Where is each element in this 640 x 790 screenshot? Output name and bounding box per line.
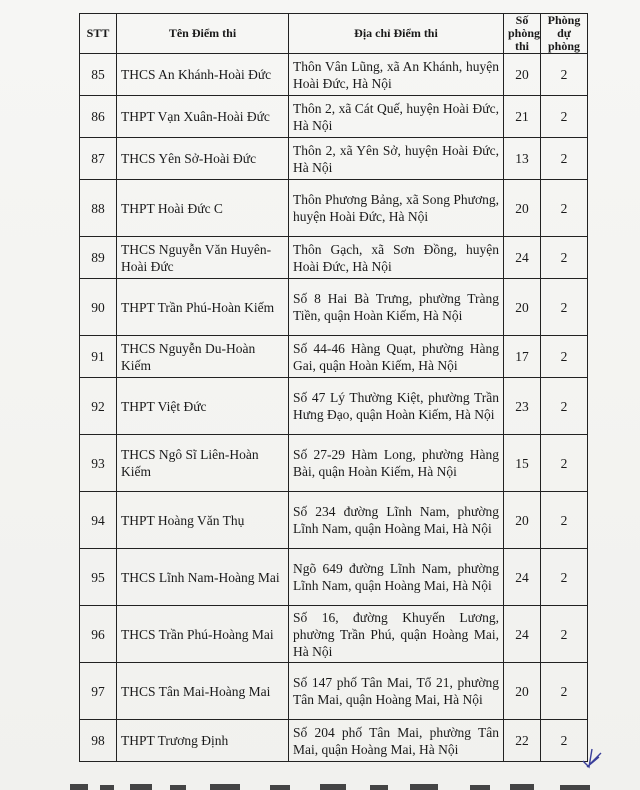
cell-spare-rooms: 2 [541, 492, 588, 549]
table-row [80, 435, 588, 492]
cell-venue-name: THCS Nguyễn Du-Hoàn Kiếm [117, 336, 289, 378]
cell-venue-address: Thôn Gạch, xã Sơn Đồng, huyện Hoài Đức, Hà Nội [289, 237, 504, 279]
cell-venue-address: Số 234 đường Lĩnh Nam, phường Lĩnh Nam, quận Hoàng Mai, Hà Nội [289, 492, 504, 549]
cell-room-count: 15 [504, 435, 541, 492]
cell-venue-name: THCS Lĩnh Nam-Hoàng Mai [117, 549, 289, 606]
cell-room-count: 21 [504, 96, 541, 138]
cell-venue-name: THCS Trần Phú-Hoàng Mai [117, 606, 289, 663]
cell-spare-rooms: 2 [541, 378, 588, 435]
table-row [80, 54, 588, 96]
cell-venue-name: THCS Tân Mai-Hoàng Mai [117, 663, 289, 720]
cell-stt: 90 [80, 279, 117, 336]
cell-venue-address: Số 16, đường Khuyến Lương, phường Trần Phú, quận Hoàng Mai, Hà Nội [289, 606, 504, 663]
cell-venue-address: Số 44-46 Hàng Quạt, phường Hàng Gai, quận Hoàn Kiếm, Hà Nội [289, 336, 504, 378]
cell-venue-address: Thôn Vân Lũng, xã An Khánh, huyện Hoài Đức, Hà Nội [289, 54, 504, 96]
cell-room-count: 23 [504, 378, 541, 435]
table-row [80, 336, 588, 378]
table-header-row [80, 14, 588, 54]
cell-venue-address: Ngõ 649 đường Lĩnh Nam, phường Lĩnh Nam, quận Hoàng Mai, Hà Nội [289, 549, 504, 606]
table-row [80, 492, 588, 549]
cell-stt: 87 [80, 138, 117, 180]
table-row [80, 279, 588, 336]
cell-venue-name: THPT Việt Đức [117, 378, 289, 435]
header-room-count: Số phòng thi [504, 14, 541, 54]
cell-room-count: 20 [504, 492, 541, 549]
cell-spare-rooms: 2 [541, 663, 588, 720]
cell-stt: 91 [80, 336, 117, 378]
cell-spare-rooms: 2 [541, 720, 588, 762]
cell-stt: 85 [80, 54, 117, 96]
cell-venue-name: THPT Hoài Đức C [117, 180, 289, 237]
cell-stt: 96 [80, 606, 117, 663]
cell-stt: 98 [80, 720, 117, 762]
cell-room-count: 20 [504, 663, 541, 720]
cell-stt: 94 [80, 492, 117, 549]
table-row [80, 180, 588, 237]
cell-venue-name: THPT Trương Định [117, 720, 289, 762]
cell-venue-name: THCS An Khánh-Hoài Đức [117, 54, 289, 96]
table-row [80, 663, 588, 720]
cell-stt: 92 [80, 378, 117, 435]
cell-room-count: 24 [504, 237, 541, 279]
cell-room-count: 13 [504, 138, 541, 180]
cell-venue-address: Thôn 2, xã Yên Sở, huyện Hoài Đức, Hà Nội [289, 138, 504, 180]
cell-spare-rooms: 2 [541, 435, 588, 492]
cell-venue-address: Số 27-29 Hàm Long, phường Hàng Bài, quận Hoàn Kiếm, Hà Nội [289, 435, 504, 492]
cell-spare-rooms: 2 [541, 336, 588, 378]
cell-spare-rooms: 2 [541, 237, 588, 279]
cell-venue-address: Thôn 2, xã Cát Quế, huyện Hoài Đức, Hà Nội [289, 96, 504, 138]
table-row [80, 237, 588, 279]
cell-spare-rooms: 2 [541, 279, 588, 336]
cell-venue-name: THCS Yên Sở-Hoài Đức [117, 138, 289, 180]
cell-venue-address: Số 147 phố Tân Mai, Tổ 21, phường Tân Mai, quận Hoàng Mai, Hà Nội [289, 663, 504, 720]
cell-spare-rooms: 2 [541, 54, 588, 96]
table-row [80, 549, 588, 606]
cell-room-count: 20 [504, 180, 541, 237]
cell-room-count: 17 [504, 336, 541, 378]
cell-stt: 93 [80, 435, 117, 492]
cell-stt: 88 [80, 180, 117, 237]
cell-venue-address: Số 204 phố Tân Mai, phường Tân Mai, quận Hoàng Mai, Hà Nội [289, 720, 504, 762]
header-venue-name: Tên Điểm thi [117, 14, 289, 54]
handwritten-check-mark [581, 743, 603, 769]
cell-spare-rooms: 2 [541, 606, 588, 663]
cell-room-count: 20 [504, 54, 541, 96]
cell-spare-rooms: 2 [541, 96, 588, 138]
header-venue-address: Địa chỉ Điểm thi [289, 14, 504, 54]
cell-stt: 97 [80, 663, 117, 720]
next-page-text-fragment [70, 782, 610, 790]
header-stt: STT [80, 14, 117, 54]
cell-venue-name: THPT Vạn Xuân-Hoài Đức [117, 96, 289, 138]
cell-room-count: 24 [504, 606, 541, 663]
table-row [80, 138, 588, 180]
cell-room-count: 22 [504, 720, 541, 762]
cell-stt: 86 [80, 96, 117, 138]
cell-venue-name: THCS Ngô Sĩ Liên-Hoàn Kiếm [117, 435, 289, 492]
cell-spare-rooms: 2 [541, 549, 588, 606]
cell-stt: 95 [80, 549, 117, 606]
cell-venue-name: THCS Nguyễn Văn Huyên-Hoài Đức [117, 237, 289, 279]
cell-room-count: 20 [504, 279, 541, 336]
table-row [80, 378, 588, 435]
cell-stt: 89 [80, 237, 117, 279]
cell-venue-name: THPT Hoàng Văn Thụ [117, 492, 289, 549]
cell-venue-name: THPT Trần Phú-Hoàn Kiếm [117, 279, 289, 336]
cell-spare-rooms: 2 [541, 138, 588, 180]
cell-venue-address: Số 8 Hai Bà Trưng, phường Tràng Tiền, quận Hoàn Kiếm, Hà Nội [289, 279, 504, 336]
table-row [80, 606, 588, 663]
cell-room-count: 24 [504, 549, 541, 606]
table-row [80, 720, 588, 762]
cell-spare-rooms: 2 [541, 180, 588, 237]
table-row [80, 96, 588, 138]
cell-venue-address: Số 47 Lý Thường Kiệt, phường Trần Hưng Đạo, quận Hoàn Kiếm, Hà Nội [289, 378, 504, 435]
header-spare-rooms: Phòng dự phòng [541, 14, 588, 54]
cell-venue-address: Thôn Phương Bảng, xã Song Phương, huyện Hoài Đức, Hà Nội [289, 180, 504, 237]
exam-venues-table [79, 13, 588, 762]
